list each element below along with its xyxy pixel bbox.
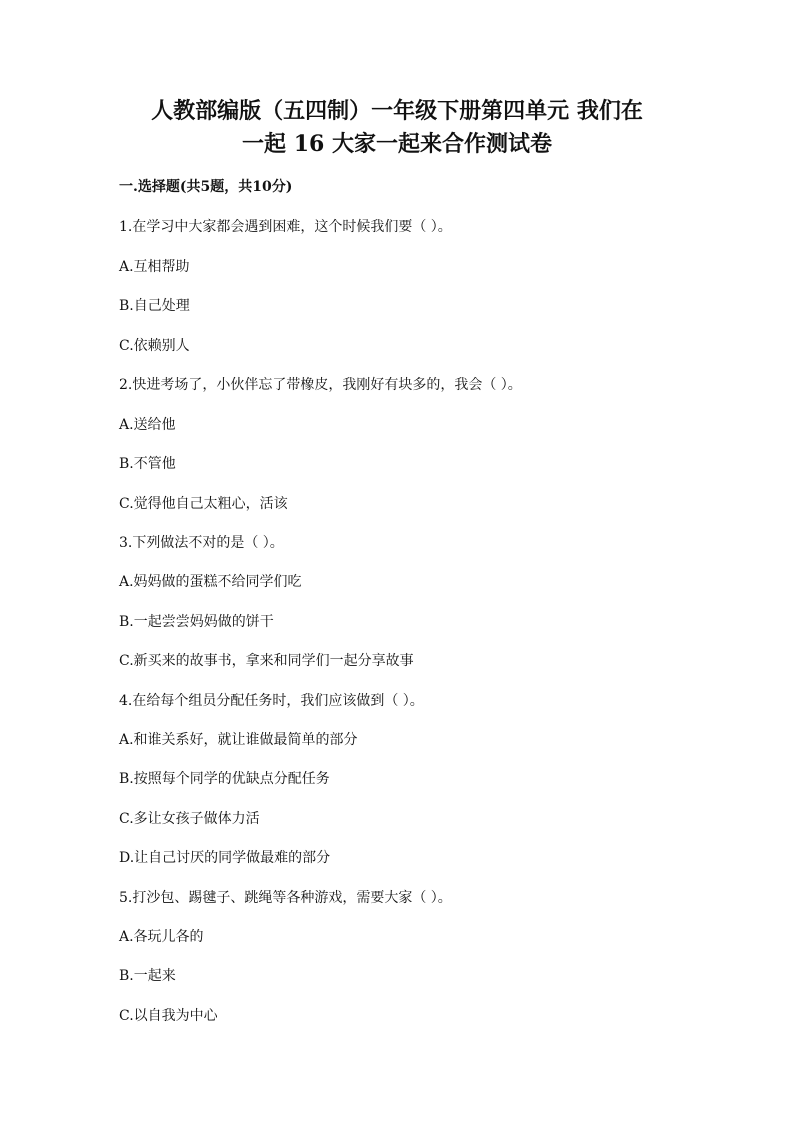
- question-2-option-b: B.不管他: [119, 456, 176, 472]
- section-heading: 一.选择题(共5题，共10分): [119, 179, 293, 195]
- question-3-option-c: C.新买来的故事书，拿来和同学们一起分享故事: [119, 653, 414, 669]
- question-3-stem: 3.下列做法不对的是（ ）。: [119, 535, 284, 551]
- question-5-option-c: C.以自我为中心: [119, 1008, 218, 1024]
- question-3-option-b: B.一起尝尝妈妈做的饼干: [119, 614, 274, 630]
- question-3-option-a: A.妈妈做的蛋糕不给同学们吃: [119, 574, 302, 590]
- question-1-stem: 1.在学习中大家都会遇到困难，这个时候我们要（ ）。: [119, 219, 452, 235]
- question-2-option-a: A.送给他: [119, 417, 176, 433]
- question-1-option-a: A.互相帮助: [119, 259, 190, 275]
- question-4-option-d: D.让自己讨厌的同学做最难的部分: [119, 850, 331, 866]
- question-4-stem: 4.在给每个组员分配任务时，我们应该做到（ ）。: [119, 693, 424, 709]
- question-5-stem: 5.打沙包、踢毽子、跳绳等各种游戏，需要大家（ ）。: [119, 890, 452, 906]
- exam-title-line-1: 人教部编版（五四制）一年级下册第四单元 我们在: [151, 98, 643, 124]
- question-1-option-c: C.依赖别人: [119, 338, 190, 354]
- question-2-stem: 2.快进考场了，小伙伴忘了带橡皮，我刚好有块多的，我会（ ）。: [119, 377, 522, 393]
- question-5-option-b: B.一起来: [119, 968, 176, 984]
- question-1-option-b: B.自己处理: [119, 298, 190, 314]
- question-2-option-c: C.觉得他自己太粗心，活该: [119, 496, 288, 512]
- question-4-option-b: B.按照每个同学的优缺点分配任务: [119, 771, 330, 787]
- question-5-option-a: A.各玩儿各的: [119, 929, 204, 945]
- exam-title-line-2: 一起 16 大家一起来合作测试卷: [242, 131, 552, 157]
- question-4-option-c: C.多让女孩子做体力活: [119, 811, 260, 827]
- question-4-option-a: A.和谁关系好，就让谁做最简单的部分: [119, 732, 358, 748]
